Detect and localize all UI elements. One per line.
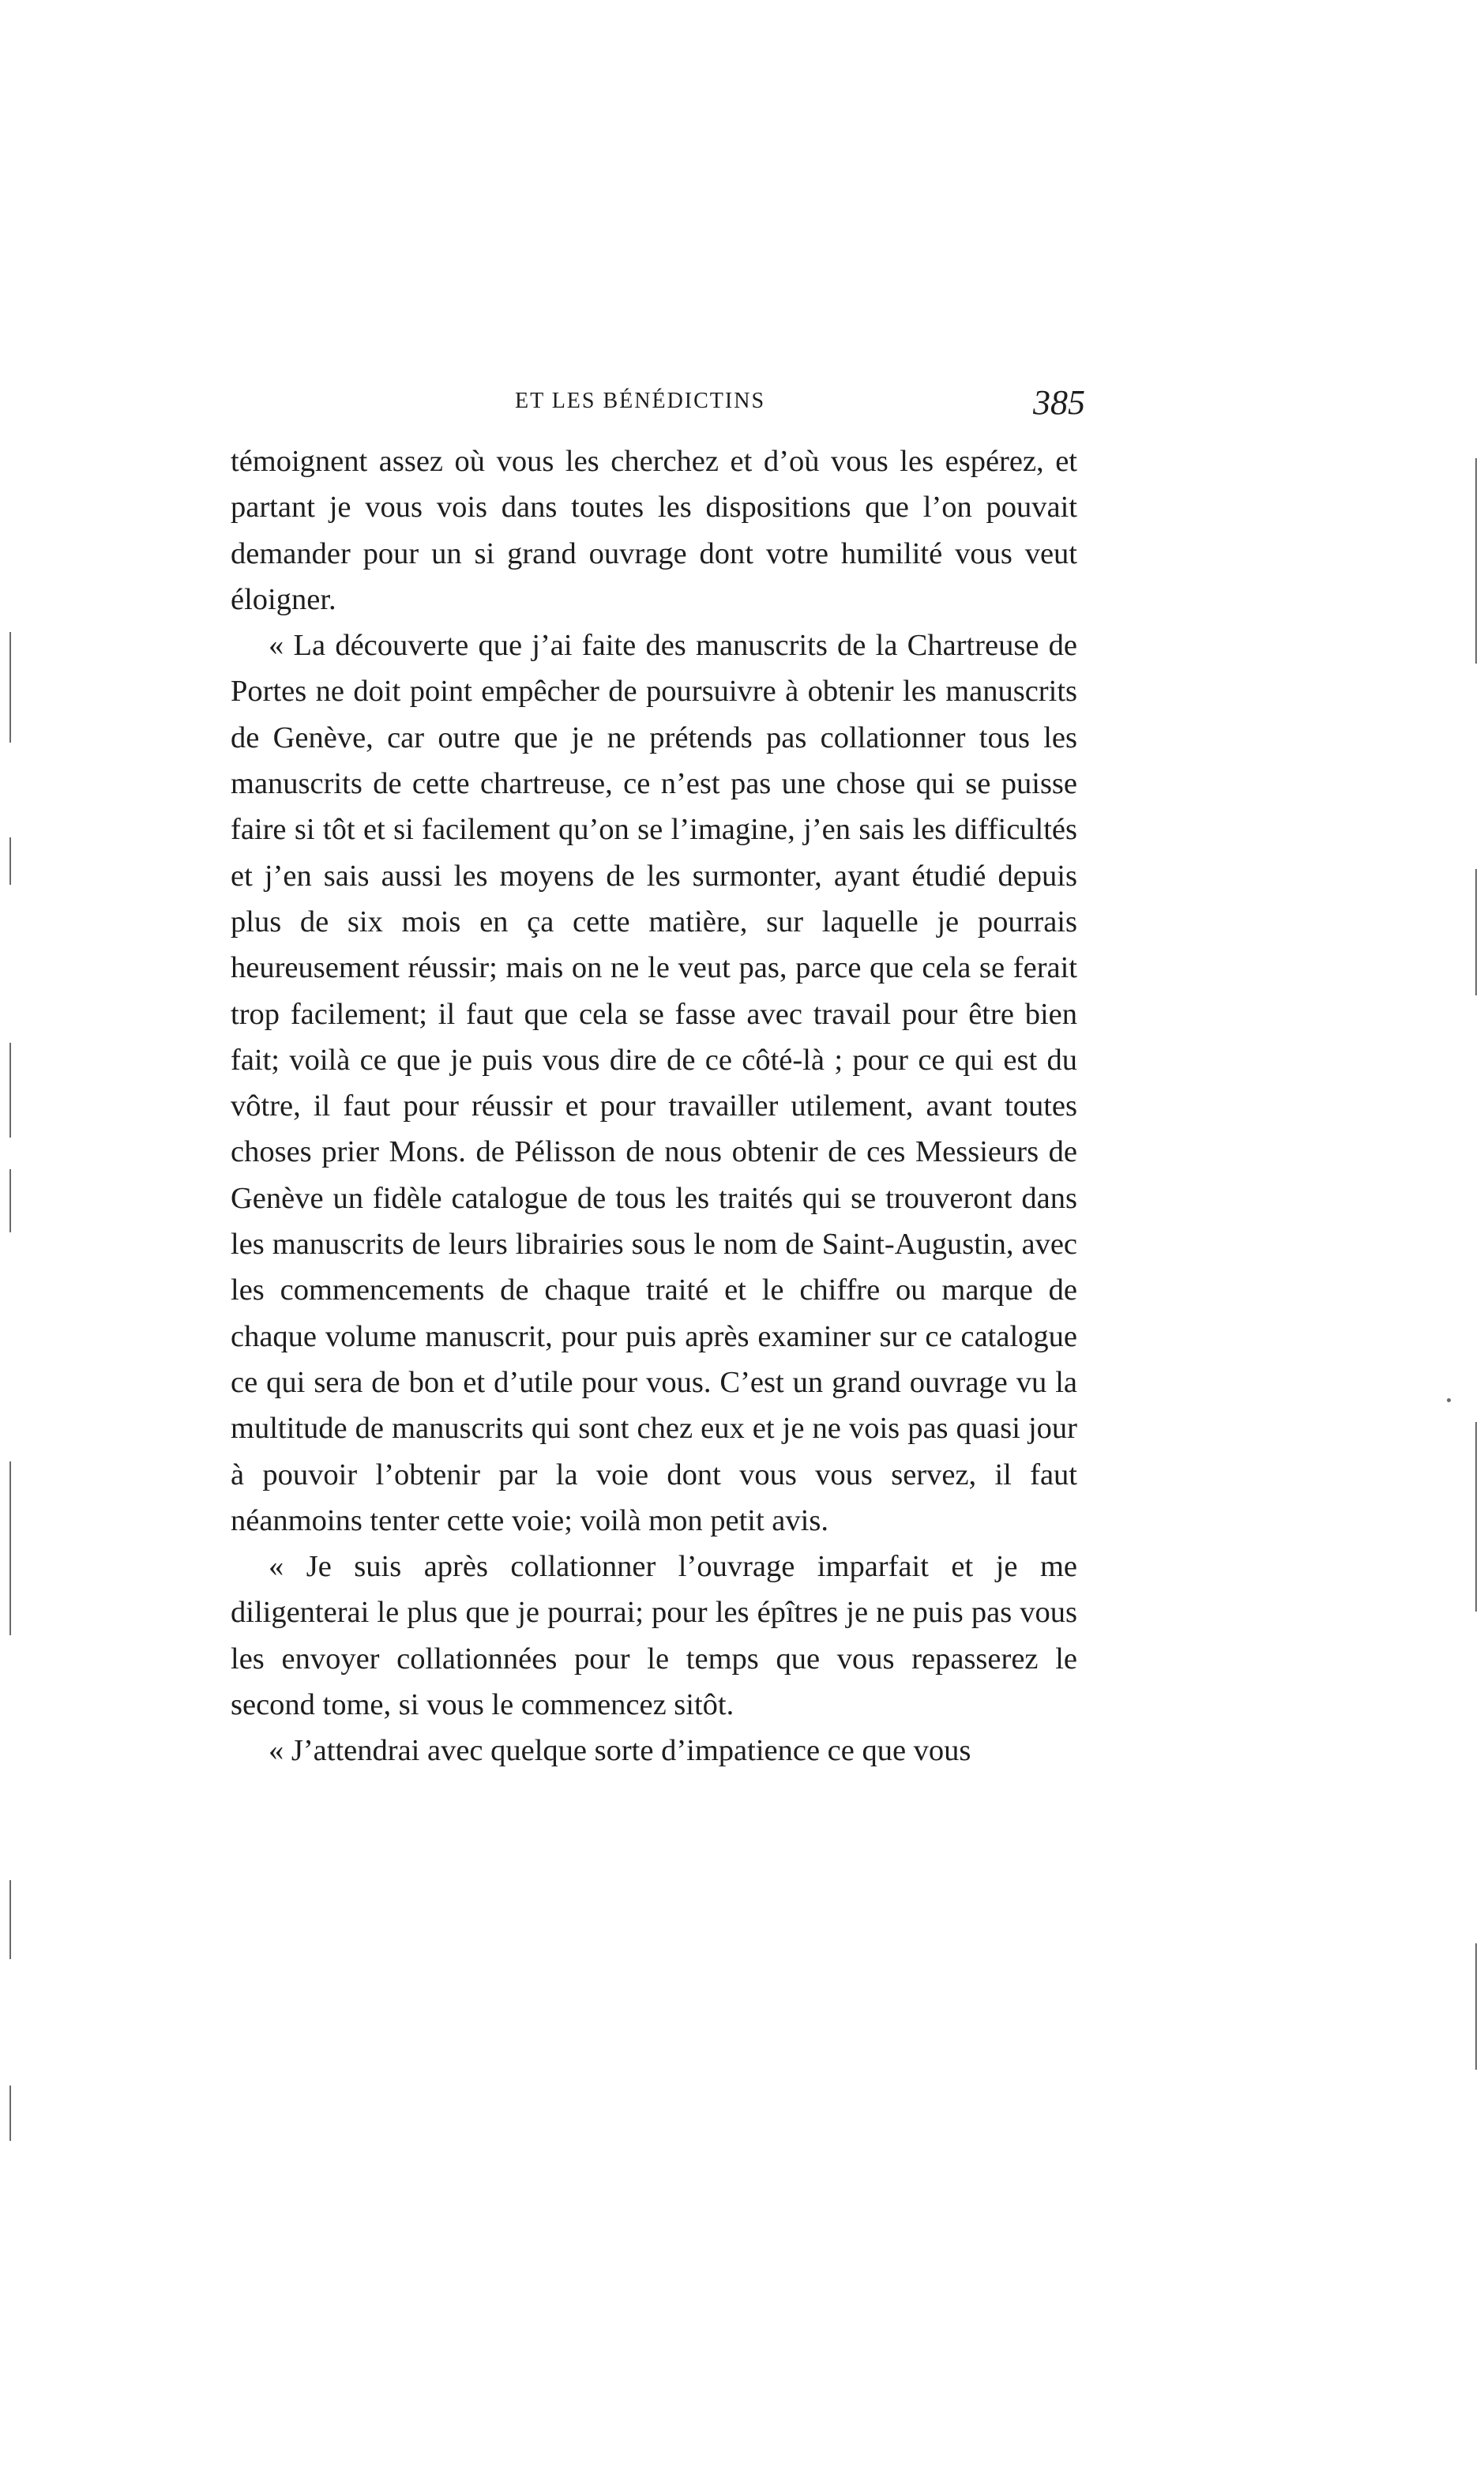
left-margin-mark — [9, 1461, 11, 1635]
left-margin-mark — [9, 2086, 11, 2141]
right-margin-mark — [1475, 1943, 1477, 2070]
right-margin-mark — [1475, 458, 1477, 664]
left-margin-mark — [9, 837, 11, 885]
running-head — [231, 383, 1099, 425]
left-margin-mark — [9, 632, 11, 743]
right-margin-mark — [1475, 1422, 1477, 1612]
right-margin-mark — [1475, 869, 1477, 995]
body-text — [231, 438, 1077, 1774]
paragraph-collation: « Je suis après collationner l’ouvrage imparfait et je me diligenterai le plus que je pourrai; pour les épîtres je ne puis pas vous les envoyer collationnées pour le temps que vous repasserez le second tome, si vous le commencez sitôt. — [231, 1550, 1077, 1722]
left-margin-mark — [9, 1880, 11, 1959]
speck — [1447, 1398, 1451, 1402]
left-margin-mark — [9, 1169, 11, 1232]
left-margin-mark — [9, 1043, 11, 1138]
paragraph-closing: « J’attendrai avec quelque sorte d’impatience ce que vous — [269, 1734, 971, 1768]
page-number: 385 — [1033, 383, 1085, 422]
paragraph-chartreuse: « La découverte que j’ai faite des manuscrits de la Chartreuse de Portes ne doit point empêcher de poursuivre à obtenir les manuscrits de Genève, car outre que je ne prétends pas collationner tous les manuscrits de cette chartreuse, ce n’est pas une chose qui se puisse faire si tôt et si facilement qu’on se l’imagine, j’en sais les difficultés et j’en sais aussi les moyens de les surmonter, ayant étudié depuis plus de six mois en ça cette matière, sur laquelle je pourrais heureusement réussir; mais on ne le veut pas, parce que cela se ferait trop facilement; il faut que cela se fasse avec travail pour être bien fait; voilà ce que je puis vous dire de ce côté-là ; pour ce qui est du vôtre, il faut pour réussir et pour travailler utilement, avant toutes choses prier Mons. de Pélisson de nous obtenir de ces Messieurs de Genève un fidèle catalogue de tous les traités qui se trouveront dans les manuscrits de leurs librairies sous le nom de Saint-Augustin, avec les commencements de chaque traité et le chiffre ou marque de chaque volume manuscrit, pour puis après examiner sur ce catalogue ce qui sera de bon et d’utile pour vous. C’est un grand ouvrage vu la multitude de manuscrits qui sont chez eux et je ne vois pas quasi jour à pouvoir l’obtenir par la voie dont vous vous servez, il faut néanmoins tenter cette voie; voilà mon petit avis. — [231, 629, 1077, 1537]
paragraph-continuation: témoignent assez où vous les cherchez et d’où vous les espérez, et partant je vous vois dans toutes les dispositions que l’on pouvait demander pour un si grand ouvrage dont votre humilité vous veut éloigner. — [231, 445, 1077, 616]
running-title: ET LES BÉNÉDICTINS — [515, 389, 766, 413]
